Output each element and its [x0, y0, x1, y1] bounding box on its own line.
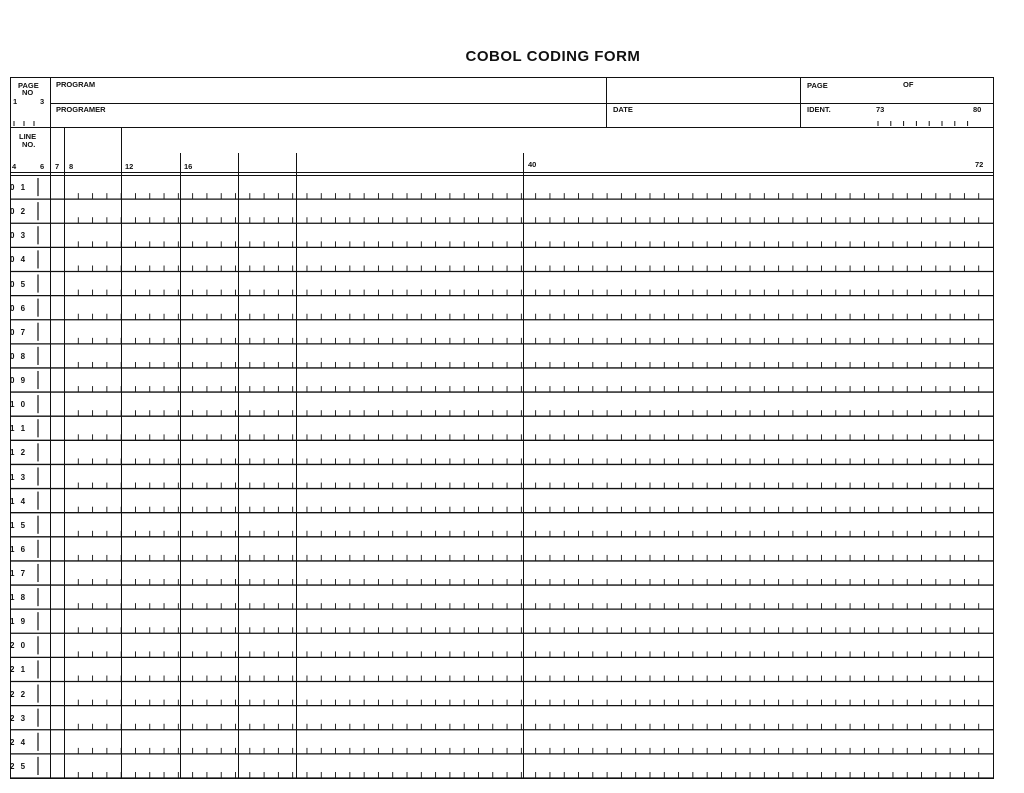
row-number: 2 1	[10, 665, 28, 675]
row-number: 0 5	[10, 279, 28, 289]
row-number: 2 2	[10, 689, 28, 699]
col-6-label: 6	[40, 162, 45, 171]
row-number: 0 9	[10, 376, 28, 386]
col-40-label: 40	[528, 160, 537, 169]
row-number: 1 9	[10, 617, 28, 627]
row-number: 2 4	[10, 737, 28, 747]
ident-start-col: 73	[876, 105, 885, 114]
row-number: 1 4	[10, 496, 28, 506]
line-label: LINE	[19, 132, 37, 141]
col-16-label: 16	[184, 162, 193, 171]
row-number: 0 1	[10, 183, 28, 193]
col-12-label: 12	[125, 162, 134, 171]
line-no-label: NO.	[22, 140, 36, 149]
page-range-end: 3	[40, 97, 45, 106]
row-number: 1 2	[10, 448, 28, 458]
row-number: 0 8	[10, 351, 28, 361]
row-number: 1 6	[10, 544, 28, 554]
row-number: 1 5	[10, 520, 28, 530]
row-number: 1 7	[10, 568, 28, 578]
ident-end-col: 80	[973, 105, 982, 114]
row-number: 1 0	[10, 400, 28, 410]
of-label: OF	[903, 80, 914, 89]
page-range-start: 1	[13, 97, 18, 106]
date-label: DATE	[613, 105, 633, 114]
programer-label: PROGRAMER	[56, 105, 106, 114]
row-number: 0 4	[10, 255, 28, 265]
row-number: 0 7	[10, 327, 28, 337]
form-title: COBOL CODING FORM	[465, 48, 641, 65]
row-number: 2 5	[10, 761, 28, 771]
ident-label: IDENT.	[807, 105, 831, 114]
row-number: 1 8	[10, 593, 28, 603]
row-number: 1 1	[10, 424, 28, 434]
row-number: 2 3	[10, 713, 28, 723]
col-8-label: 8	[69, 162, 74, 171]
row-number: 1 3	[10, 472, 28, 482]
program-label: PROGRAM	[56, 80, 96, 89]
page-no-label: PAGE	[18, 81, 39, 90]
row-number: 0 3	[10, 231, 28, 241]
row-number: 0 6	[10, 303, 28, 313]
col-72-label: 72	[975, 160, 984, 169]
col-4-label: 4	[12, 162, 17, 171]
row-number: 0 2	[10, 207, 28, 217]
col-7-label: 7	[55, 162, 60, 171]
page-no-sublabel: NO	[22, 88, 34, 97]
row-number: 2 0	[10, 641, 28, 651]
page-right-label: PAGE	[807, 81, 828, 90]
